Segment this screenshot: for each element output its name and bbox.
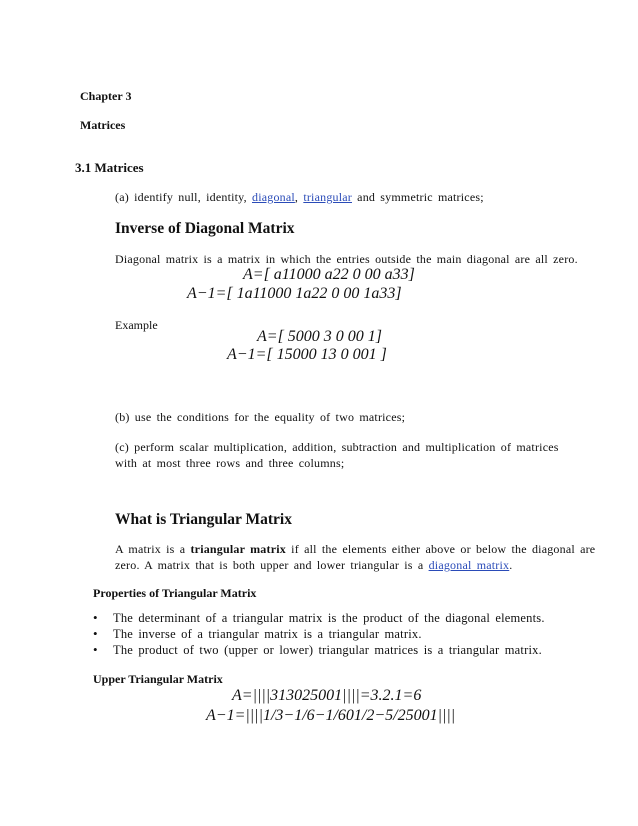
formula-diagonal-matrix: A=[ a11000 a22 0 00 a33] [243, 266, 415, 283]
triangular-definition-line2 [115, 558, 512, 573]
objective-b: (b) use the conditions for the equality of two matrices; [115, 410, 406, 424]
diagonal-link[interactable]: diagonal [252, 190, 295, 204]
triangular-def-bold: triangular matrix [190, 542, 286, 556]
objective-a [115, 190, 484, 205]
objective-a-prefix: (a) identify null, identity, [115, 190, 252, 204]
formula-determinant [232, 687, 421, 705]
inverse-heading: Inverse of Diagonal Matrix [115, 220, 295, 237]
formula-example-matrix: A=[ 5000 3 0 00 1] [257, 328, 383, 345]
formula-example-inverse: A−1=[ 15000 13 0 001 ] [227, 346, 387, 363]
section-heading: 3.1 Matrices [75, 160, 144, 175]
chapter-title: Matrices [80, 118, 126, 132]
example-label: Example [115, 318, 158, 332]
triangular-definition-line1 [115, 542, 595, 557]
objective-c-line1: (c) perform scalar multiplication, addition, subtraction and multiplication of matrices [115, 440, 559, 454]
formula-determinant-text: A=||||313025001||||=3.2.1=6 [232, 687, 422, 704]
diagonal-matrix-link[interactable]: diagonal matrix [428, 558, 510, 572]
formula-diagonal-inverse: A−1=[ 1a11000 1a22 0 00 1a33] [187, 285, 402, 302]
upper-triangular-heading: Upper Triangular Matrix [93, 672, 223, 686]
triangular-heading: What is Triangular Matrix [115, 511, 292, 528]
formula-upper-inverse-text: A−1=||||1/3−1/6−1/601/2−5/25001|||| [206, 707, 456, 724]
properties-list [93, 611, 545, 659]
objective-a-sep: , [294, 190, 304, 204]
triangular-def-line2: zero. A matrix that is both upper and lower triangular is a [115, 558, 429, 572]
formula-upper-inverse [206, 707, 455, 725]
triangular-link[interactable]: triangular [303, 190, 352, 204]
triangular-def-p1: A matrix is a [115, 542, 191, 556]
list-item: • The product of two (upper or lower) triangular matrices is a triangular matrix. [93, 643, 545, 659]
objective-c-line2: with at most three rows and three columns; [115, 456, 345, 470]
objective-a-suffix: and symmetric matrices; [351, 190, 484, 204]
chapter-label: Chapter 3 [80, 89, 132, 103]
list-item: • The inverse of a triangular matrix is a triangular matrix. [93, 627, 545, 643]
diagonal-definition: Diagonal matrix is a matrix in which the entries outside the main diagonal are all zero. [115, 252, 578, 266]
triangular-def-p2: if all the elements either above or below the diagonal are [285, 542, 596, 556]
list-item: • The determinant of a triangular matrix is the product of the diagonal elements. [93, 611, 545, 627]
properties-heading: Properties of Triangular Matrix [93, 586, 257, 600]
triangular-def-end: . [509, 558, 513, 572]
